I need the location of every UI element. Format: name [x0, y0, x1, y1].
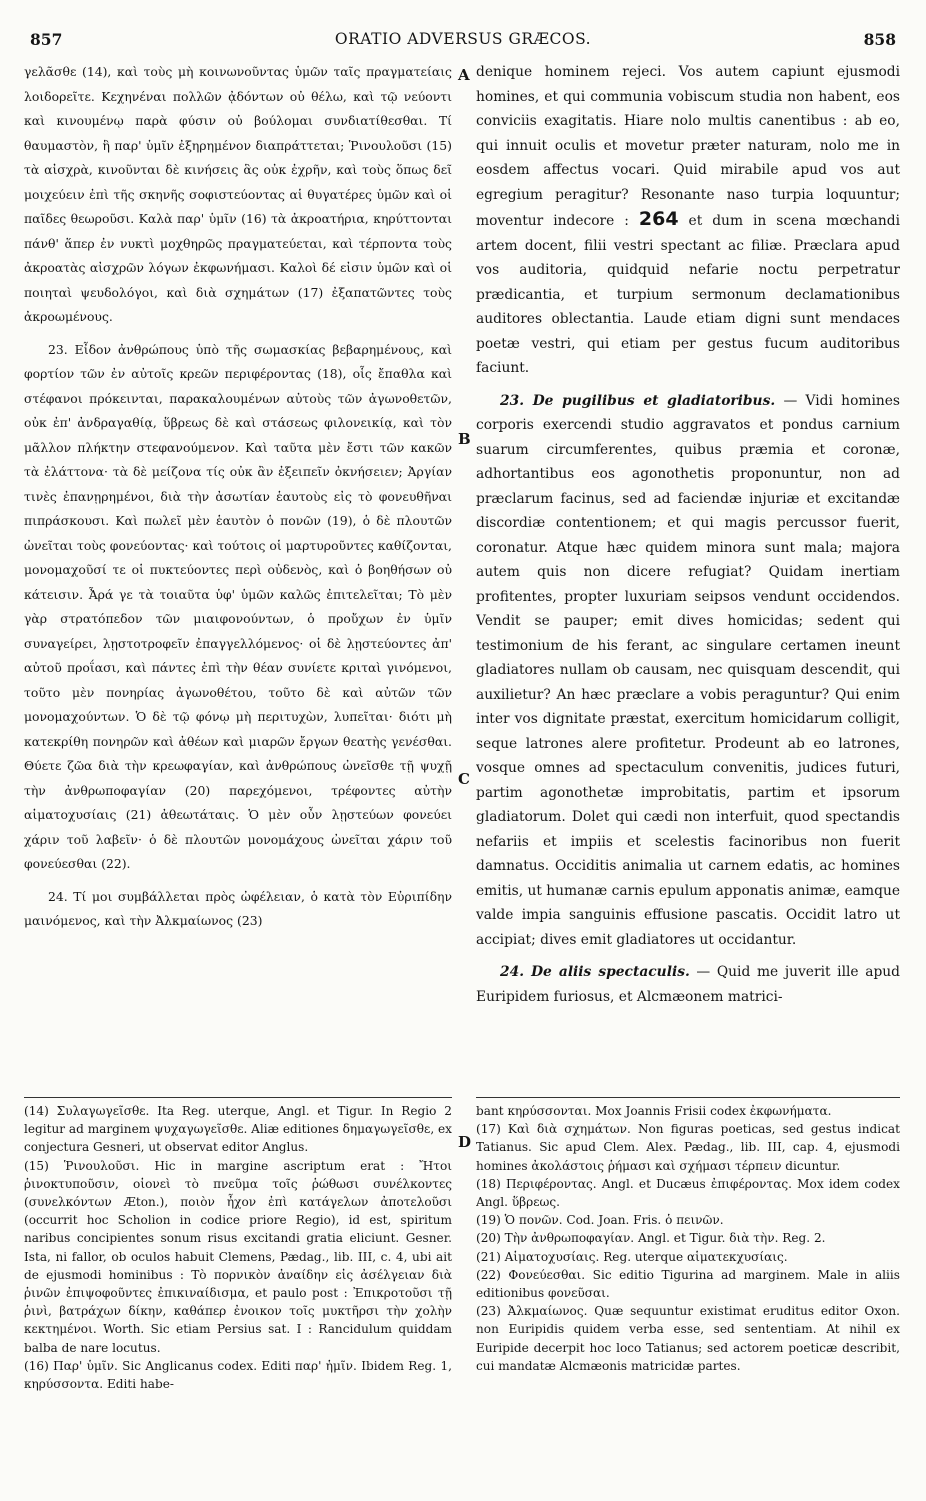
footnote-14: (14) Συλαγωγεῖσθε. Ita Reg. uterque, Angl. et Tigur. In Regio 2 legitur ad marginem ψυχαγωγεῖσθε. Aliæ editiones δημαγωγεῖσθε, ex conjectura Gesneri, ut observat editor Anglus.	[24, 1104, 452, 1155]
footnotes-left	[24, 1102, 452, 1494]
greek-column	[24, 60, 452, 1092]
running-header	[30, 30, 896, 56]
footnote-22: (22) Φονεύεσθαι. Sic editio Tigurina ad marginem. Male in aliis editionibus φονεῦσαι.	[476, 1267, 900, 1301]
notes-separator-left	[24, 1097, 452, 1098]
footnote-23: (23) Ἀλκμαίωνος. Quæ sequuntur existimat eruditus editor Oxon. non Euripidis quidem verba esse, sed sententiam. At nihil ex Euripide decerpit hoc loco Tatianus; sed actorem poeticæ describit, cui mandatæ Alcmæonis matricidæ partes.	[476, 1304, 900, 1373]
latin-paragraph-23	[476, 389, 900, 953]
greek-paragraph-1: γελᾶσθε (14), καὶ τοὺς μὴ κοινωνοῦντας ὑμῶν ταῖς πραγματείαις λοιδορεῖτε. Κεχηνέναι πολλῶν ᾀδόντων οὐ θέλω, καὶ τῷ νεύοντι καὶ κινουμένῳ παρὰ φύσιν οὐ βούλομαι συνδιατίθεσθαι. Τί θαυμαστὸν, ἣ παρ' ὑμῖν ἐξηρημένον διαπράττεται; Ῥινουλοῦσι (15) τὰ αἰσχρὰ, κινοῦνται δὲ κινήσεις ἃς οὐκ ἐχρῆν, καὶ τοὺς ὅπως δεῖ μοιχεύειν ἐπὶ τῆς σκηνῆς σοφιστεύοντας αἱ θυγατέρες ὑμῶν καὶ οἱ παῖδες θεωροῦσι. Καλὰ παρ' ὑμῖν (16) τὰ ἀκροατήρια, κηρύττονται πάνθ' ἅπερ ἐν νυκτὶ μοχθηρῶς πραγματεύεται, καὶ τέρποντα τοὺς ἀκροατὰς αἰσχρῶν λόγων ἐκφωνήμασι. Καλοὶ δέ εἰσιν ὑμῶν καὶ οἱ ποιηταὶ ψευδολόγοι, καὶ διὰ σχημάτων (17) ἐξαπατῶντες τοὺς ἀκροωμένους.	[24, 64, 452, 324]
page-number-marker: 264	[638, 208, 679, 230]
footnote-16: (16) Παρ' ὑμῖν. Sic Anglicanus codex. Editi παρ' ἡμῖν. Ibidem Reg. 1, κηρύσσοντα. Editi habe-	[24, 1358, 452, 1392]
section-heading-24: 24. De aliis spectaculis.	[500, 964, 690, 980]
latin-paragraph-1-start: denique hominem rejeci. Vos autem capiunt ejusmodi homines, et qui communia vobiscum studia non habent, eos conviciis exagitatis. Hiare nolo multis canentibus : ab eo, qui innuit oculis et movetur præter naturam, nolo me in eosdem affectus vocari. Quid mirabile apud vos aut egregium peragitur? Resonante naso turpia loquuntur; moventur indecore :	[476, 64, 900, 229]
greek-paragraph-23: 23. Εἶδον ἀνθρώπους ὑπὸ τῆς σωμασκίας βεβαρημένους, καὶ φορτίον τῶν ἐν αὐτοῖς κρεῶν περιφέροντας (18), οἷς ἔπαθλα καὶ στέφανοι πρόκεινται, παρακαλουμένων αὐτοὺς τῶν ἀγωνοθετῶν, οὐκ ἐπ' ἀνδραγαθίᾳ, ὕβρεως δὲ καὶ στάσεως φιλονεικίᾳ, καὶ τὸν μᾶλλον πλήκτην στεφανούμενον. Καὶ ταῦτα μὲν ἔστι τῶν κακῶν τὰ ἐλάττονα· τὰ δὲ μείζονα τίς οὐκ ἂν ἐξειπεῖν ὀκνήσειεν; Ἀργίαν τινὲς ἐπανῃρημένοι, διὰ τὴν ἀσωτίαν ἑαυτοὺς εἰς τὸ φονευθῆναι πιπράσκουσι. Καὶ πωλεῖ μὲν ἑαυτὸν ὁ πονῶν (19), ὁ δὲ πλουτῶν ὠνεῖται τοὺς φονεύοντας· καὶ τούτοις οἱ μαρτυροῦντες καθίζονται, μονομαχοῦσί τε οἱ πυκτεύοντες περὶ οὐδενὸς, καὶ ὁ βοηθήσων οὐ κάτεισιν. Ἆρά γε τὰ τοιαῦτα ὑφ' ὑμῶν καλῶς ἐπιτελεῖται; Τὸ μὲν γὰρ στρατόπεδον τῶν μιαιφονούντων, ὁ προὔχων ἐν ὑμῖν συναγείρει, λῃστοτροφεῖν ἐπαγγελλόμενος· οἱ δὲ λῃστεύοντες ἀπ' αὐτοῦ προΐασι, καὶ πάντες ἐπὶ τὴν θέαν συνίετε κριταὶ γινόμενοι, τοῦτο μὲν πονηρίας ἀγωνοθέτου, τοῦτο δὲ καὶ αὐτῶν τῶν μονομαχούντων. Ὁ δὲ τῷ φόνῳ μὴ περιτυχὼν, λυπεῖται· διότι μὴ κατεκρίθη πονηρῶν καὶ ἀθέων καὶ μιαρῶν ἔργων θεατὴς γενέσθαι. Θύετε ζῶα διὰ τὴν κρεωφαγίαν, καὶ ἀνθρώπους ὠνεῖσθε τῇ ψυχῇ τὴν ἀνθρωποφαγίαν (20) παρεχόμενοι, τρέφοντες αὐτὴν αἱματοχυσίαις (21) ἀθεωτάταις. Ὁ μὲν οὖν λῃστεύων φονεύει χάριν τοῦ λαβεῖν· ὁ δὲ πλουτῶν μονομάχους ὠνεῖται χάριν τοῦ φονεύεσθαι (22).	[24, 341, 452, 871]
latin-paragraph-1	[476, 60, 900, 381]
latin-paragraph-1-end: et dum in scena mœchandi artem docent, filii vestri spectant ac filiæ. Præclara apud vos auditoria, quidquid nefarie noctu perpetratur prædicantia, et turpium sermonum declamationibus auditores oblectantia. Laude etiam digni sunt mendaces poetæ vestri, qui etiam per gestus fucum auditoribus faciunt.	[476, 213, 900, 376]
page-number-left: 857	[30, 30, 63, 49]
latin-paragraph-24-text: — Quid me juverit ille apud Euripidem furiosus, et Alcmæonem matrici-	[476, 964, 900, 1005]
latin-paragraph-23-text: — Vidi homines corporis exercendi studio aggravatos et pondus carnium suarum circumferentes, quibus præmia et coronæ, adhortantibus eos agonothetis proponuntur, non ad præclarum facinus, sed ad faciendæ injuriæ et excitandæ discordiæ contentionem; et qui magis percussor fuerit, coronatur. Atque hæc quidem minora sunt mala; majora autem quis non dicere refugiat? Quidam inertiam profitentes, propter luxuriam seipsos vendunt occidendos. Vendit se pauper; emit dives homicidas; sedent qui testimonium de his ferant, ac singulare certamen ineunt gladiatores nullam ob causam, nec quisquam descendit, qui auxilietur? An hæc præclare a vobis peraguntur? Qui enim inter vos dignitate præstat, exercitum homicidarum colligit, seque latrones alere profitetur. Prodeunt ab eo latrones, vosque omnes ad spectaculum convenitis, judices futuri, partim agonothetæ improbitatis, partim et ipsorum gladiatorum. Dolet qui cædi non interfuit, quod spectandis nefariis et impiis et scelestis facinoribus non fuerit damnatus. Occiditis animalia ut carnem edatis, ac homines emitis, ut humanæ carnis epulum apponatis animæ, eamque valde impia sanguinis effusione pascatis. Occidit latro ut accipiat; dives emit gladiatores ut occidantur.	[476, 392, 900, 948]
greek-paragraph-24: 24. Τί μοι συμβάλλεται πρὸς ὠφέλειαν, ὁ κατὰ τὸν Εὐριπίδην μαινόμενος, καὶ τὴν Ἀλκμαίωνος (23)	[24, 888, 452, 928]
footnotes-right	[476, 1102, 900, 1494]
footnote-19: (19) Ὁ πονῶν. Cod. Joan. Fris. ὁ πεινῶν.	[476, 1213, 724, 1228]
latin-paragraph-24	[476, 960, 900, 1009]
footnote-16-continued: bant κηρύσσονται. Mox Joannis Frisii codex ἐκφωνήματα.	[476, 1104, 832, 1118]
latin-column	[476, 60, 900, 1092]
footnote-15: (15) Ῥινουλοῦσι. Hic in margine ascriptum erat : Ἤτοι ῥινοκτυποῦσιν, οἱονεὶ τὸ πνεῦμα τοῖς ῥώθωσι συνέλκοντες (συνελκόντων Æton.), ποιὸν ἦχον ἐπὶ κατάγελων ἀποτελοῦσι (occurrit hoc Scholion in codice priore Regio), id est, spiritum naribus concipientes sonum risus excitandi gratia eliciunt. Gesner. Ista, ni fallor, ob oculos habuit Clemens, Pædag., lib. III, c. 4, ubi ait de ejusmodi hominibus : Τὸ πορνικὸν ἀναίδην εἰς ἀσέλγειαν διὰ ῥινῶν ἐπιψοφοῦντες ἐπικιναίδισμα, et paulo post : Ἐπικροτοῦσι τῇ ῥινὶ, βατράχων δίκην, καθάπερ ἐνοικον τοῖς μυκτῆρσι τὴν χολὴν κεκτημένοι. Worth. Sic etiam Persius sat. I : Rancidulum quiddam balba de nare locutus.	[24, 1158, 452, 1355]
margin-mark-a: A	[458, 66, 470, 84]
margin-mark-b: B	[458, 430, 471, 448]
margin-mark-c: C	[458, 770, 470, 788]
footnote-17: (17) Καὶ διὰ σχημάτων. Non figuras poeticas, sed gestus indicat Tatianus. Sic apud Clem. Alex. Pædag., lib. III, cap. 4, ejusmodi homines ἀκολάστοις ῥήμασι καὶ σχήμασι τέρπειν dicuntur.	[476, 1122, 900, 1173]
footnote-18: (18) Περιφέροντας. Angl. et Ducæus ἐπιφέροντας. Mox idem codex Angl. ὕβρεως.	[476, 1176, 900, 1210]
footnote-21: (21) Αἱματοχυσίαις. Reg. uterque αἱματεκχυσίαις.	[476, 1249, 788, 1264]
section-heading-23: 23. De pugilibus et gladiatoribus.	[500, 392, 776, 409]
page-number-right: 858	[863, 30, 896, 49]
running-title: ORATIO ADVERSUS GRÆCOS.	[334, 30, 592, 48]
footnote-20: (20) Τὴν ἀνθρωποφαγίαν. Angl. et Tigur. διὰ τὴν. Reg. 2.	[476, 1231, 826, 1246]
margin-mark-d: D	[458, 1133, 472, 1151]
notes-separator-right	[476, 1097, 900, 1098]
